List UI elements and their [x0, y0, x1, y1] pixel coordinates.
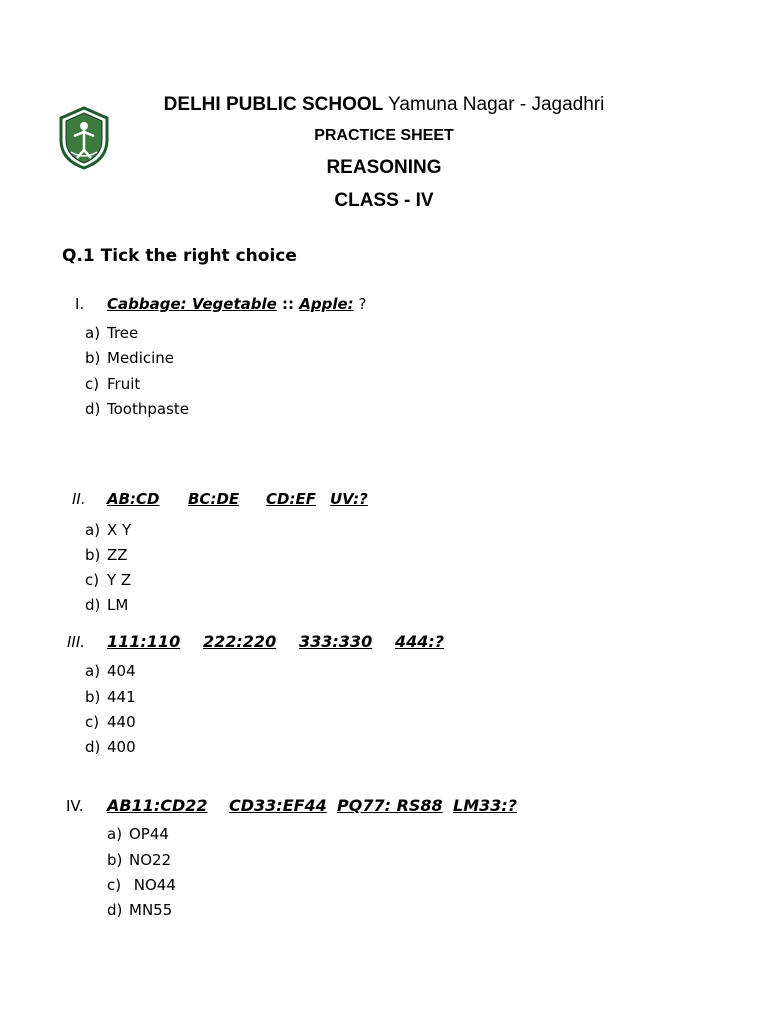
option-letter: a) — [85, 662, 101, 680]
option-letter: b) — [85, 546, 101, 564]
option[interactable] — [85, 546, 128, 564]
school-location: Yamuna Nagar - Jagadhri — [388, 94, 605, 115]
option[interactable] — [85, 400, 189, 418]
item-stem — [330, 490, 368, 508]
stem-part: UV:? — [330, 490, 368, 508]
item-stem — [337, 796, 443, 815]
option-text: ZZ — [107, 546, 128, 564]
option-text: OP44 — [129, 825, 169, 843]
stem-part: 111:110 — [107, 632, 181, 651]
option-text: Medicine — [107, 349, 175, 367]
item-stem — [299, 632, 372, 651]
option-text: Toothpaste — [107, 400, 189, 418]
option-text: LM — [107, 596, 129, 614]
option-letter: a) — [85, 521, 101, 539]
item-stem — [395, 632, 444, 651]
option-letter: c) — [107, 876, 122, 894]
option[interactable] — [107, 851, 171, 869]
option-letter: d) — [85, 596, 101, 614]
stem-part: LM33:? — [453, 796, 518, 815]
stem-part: Apple: — [299, 295, 354, 313]
option[interactable] — [85, 662, 136, 680]
stem-part: Cabbage: Vegetable — [107, 295, 277, 313]
item-stem — [107, 295, 366, 313]
option[interactable] — [85, 596, 128, 614]
option-text: 441 — [107, 688, 136, 706]
sheet-title: PRACTICE SHEET — [314, 127, 454, 144]
stem-part: 444:? — [395, 632, 445, 651]
option[interactable] — [85, 571, 131, 589]
item-stem — [453, 796, 517, 815]
item-stem — [266, 490, 316, 508]
item-numeral: III. — [67, 633, 86, 651]
stem-part: :: — [276, 295, 300, 313]
subject-title: REASONING — [326, 157, 442, 178]
item-numeral: I. — [75, 295, 85, 313]
question-title: Q.1 Tick the right choice — [62, 246, 297, 266]
class-title: CLASS - IV — [334, 190, 434, 211]
option-text: 404 — [107, 662, 136, 680]
option[interactable] — [85, 521, 131, 539]
option-text: 400 — [107, 738, 136, 756]
item-stem — [229, 796, 327, 815]
school-name — [0, 94, 768, 116]
option-letter: d) — [107, 901, 123, 919]
item-stem — [107, 632, 180, 651]
stem-part: ? — [353, 295, 367, 313]
school-name-bold: DELHI PUBLIC SCHOOL — [163, 94, 384, 115]
stem-part: BC:DE — [188, 490, 240, 508]
option[interactable] — [107, 876, 176, 894]
option-letter: b) — [85, 688, 101, 706]
option[interactable] — [85, 688, 136, 706]
stem-part: 222:220 — [203, 632, 277, 651]
option-text: Y Z — [107, 571, 132, 589]
item-stem — [188, 490, 239, 508]
option-letter: a) — [85, 324, 101, 342]
stem-part: CD33:EF44 — [229, 796, 327, 815]
option-letter: c) — [85, 713, 100, 731]
item-stem — [107, 490, 160, 508]
option-text: X Y — [107, 521, 132, 539]
stem-part: AB11:CD22 — [107, 796, 208, 815]
option-letter: b) — [85, 349, 101, 367]
option-text: Tree — [107, 324, 139, 342]
option[interactable] — [85, 349, 174, 367]
option-letter: d) — [85, 738, 101, 756]
option-text: NO44 — [129, 876, 176, 894]
item-numeral: IV. — [66, 797, 84, 815]
option-letter: c) — [85, 571, 100, 589]
option[interactable] — [107, 825, 169, 843]
option[interactable] — [85, 375, 140, 393]
stem-part: PQ77: RS88 — [337, 796, 443, 815]
option[interactable] — [85, 738, 136, 756]
option-letter: b) — [107, 851, 123, 869]
option-text: NO22 — [129, 851, 172, 869]
item-stem — [203, 632, 276, 651]
option-text: Fruit — [107, 375, 141, 393]
option-text: 440 — [107, 713, 136, 731]
item-numeral: II. — [72, 490, 86, 508]
stem-part: AB:CD — [107, 490, 160, 508]
option[interactable] — [85, 324, 138, 342]
stem-part: CD:EF — [266, 490, 316, 508]
option[interactable] — [85, 713, 136, 731]
option-letter: c) — [85, 375, 100, 393]
option-letter: a) — [107, 825, 123, 843]
option[interactable] — [107, 901, 172, 919]
option-letter: d) — [85, 400, 101, 418]
item-stem — [107, 796, 208, 815]
stem-part: 333:330 — [299, 632, 373, 651]
option-text: MN55 — [129, 901, 173, 919]
